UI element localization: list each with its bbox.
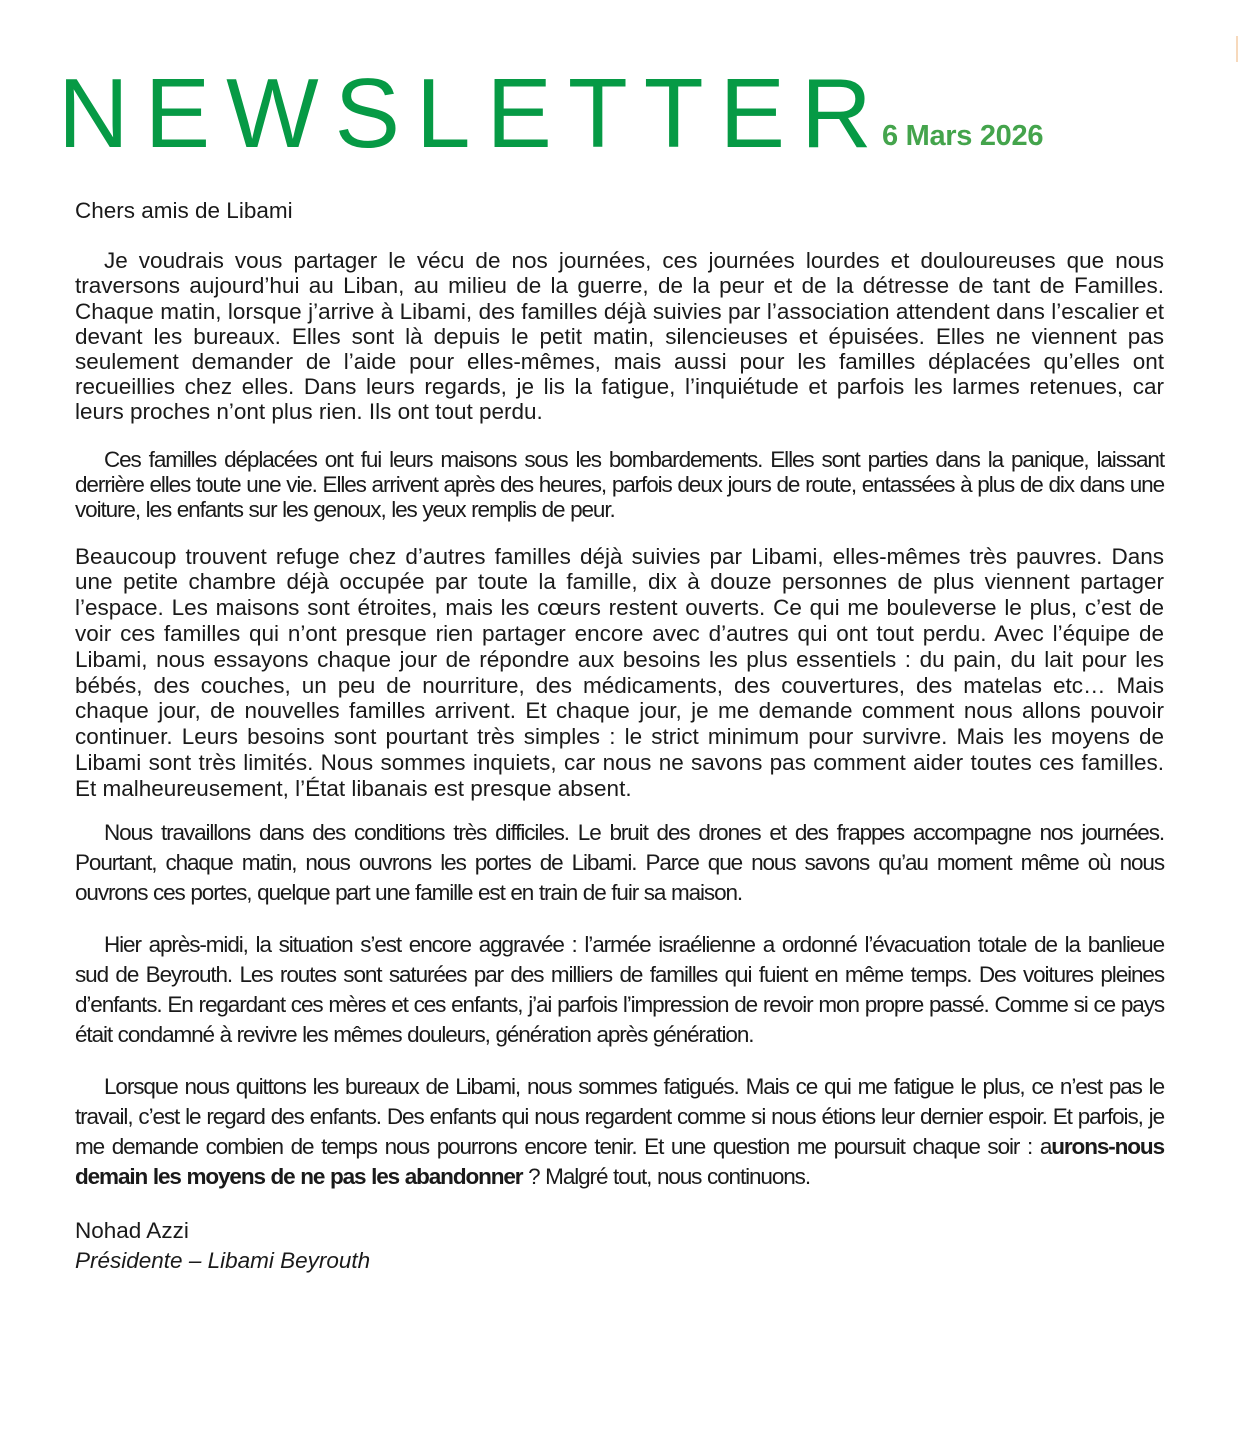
masthead <box>58 58 1178 168</box>
paragraph-2: Ces familles déplacées ont fui leurs maisons sous les bombardements. Elles sont parties dans la panique, laissant derrière elles toute une vie. Elles arrivent après des heures, parfois deux jours de route, entassées à plus de dix dans une voiture, les enfants sur les genoux, les yeux remplis de peur. <box>75 446 1164 522</box>
paragraph-3: Beaucoup trouvent refuge chez d’autres familles déjà suivies par Libami, elles-mêmes très pauvres. Dans une petite chambre déjà occupée par toute la famille, dix à douze personnes de plus viennent partager l’espace. Les maisons sont étroites, mais les cœurs restent ouverts. Ce qui me bouleverse le plus, c’est de voir ces familles qui n’ont presque rien partager encore avec d’autres qui ont tout perdu. Avec l’équipe de Libami, nous essayons chaque jour de répondre aux besoins les plus essentiels : du pain, du lait pour les bébés, des couches, un peu de nourriture, des médicaments, des couvertures, des matelas etc… Mais chaque jour, de nouvelles familles arrivent. Et chaque jour, je me demande comment nous allons pouvoir continuer. Leurs besoins sont pourtant très simples : le strict minimum pour survivre. Mais les moyens de Libami sont très limités. Nous sommes inquiets, car nous ne savons pas comment aider toutes ces familles. Et malheureusement, l’État libanais est presque absent. <box>75 543 1164 801</box>
paragraph-1: Je voudrais vous partager le vécu de nos journées, ces journées lourdes et douloureuses que nous traversons aujourd’hui au Liban, au milieu de la guerre, de la peur et de la détresse de tant de Familles. Chaque matin, lorsque j’arrive à Libami, des familles déjà suivies par l’association attendent dans l’escalier et devant les bureaux. Elles sont là depuis le petit matin, silencieuses et épuisées. Elles ne viennent pas seulement demander de l’aide pour elles-mêmes, mais aussi pour les familles déplacées qu’elles ont recueillies chez elles. Dans leurs regards, je lis la fatigue, l’inquiétude et parfois les larmes retenues, car leurs proches n’ont plus rien. Ils ont tout perdu. <box>75 248 1164 425</box>
paragraph-5: Hier après-midi, la situation s’est encore aggravée : l’armée israélienne a ordonné l’évacuation totale de la banlieue sud de Beyrouth. Les routes sont saturées par des milliers de familles qui fuient en même temps. Des voitures pleines d’enfants. En regardant ces mères et ces enfants, j’ai parfois l’impression de revoir mon propre passé. Comme si ce pays était condamné à revivre les mêmes douleurs, génération après génération. <box>75 931 1164 1047</box>
paragraph-closing <box>75 1072 1164 1192</box>
newsletter-date: 6 Mars 2026 <box>882 120 1044 152</box>
signature-role: Présidente – Libami Beyrouth <box>75 1247 371 1273</box>
salutation: Chers amis de Libami <box>75 198 293 223</box>
closing-text-before: Lorsque nous quittons les bureaux de Libami, nous sommes fatigués. Mais ce qui me fatigue le plus, ce n’est pas le travail, c’est le regard des enfants. Des enfants qui nous regardent comme si nous étions leur dernier espoir. Et parfois, je me demande combien de temps nous pourrons encore tenir. Et une question me poursuit chaque soir : a <box>75 1073 1164 1159</box>
signature-name: Nohad Azzi <box>75 1217 189 1243</box>
signature-block <box>75 1216 1164 1276</box>
page-edge-mark <box>1236 36 1238 62</box>
closing-question-bold: urons-nous demain les moyens de ne pas les abandonner <box>75 1133 1164 1189</box>
newsletter-title: NEWSLETTER <box>58 58 888 168</box>
letter-body <box>75 198 1164 1276</box>
paragraph-4: Nous travaillons dans des conditions très difficiles. Le bruit des drones et des frappes accompagne nos journées. Pourtant, chaque matin, nous ouvrons les portes de Libami. Parce que nous savons qu’au moment même où nous ouvrons ces portes, quelque part une famille est en train de fuir sa maison. <box>75 819 1164 905</box>
closing-text-after: ? Malgré tout, nous continuons. <box>522 1163 810 1189</box>
